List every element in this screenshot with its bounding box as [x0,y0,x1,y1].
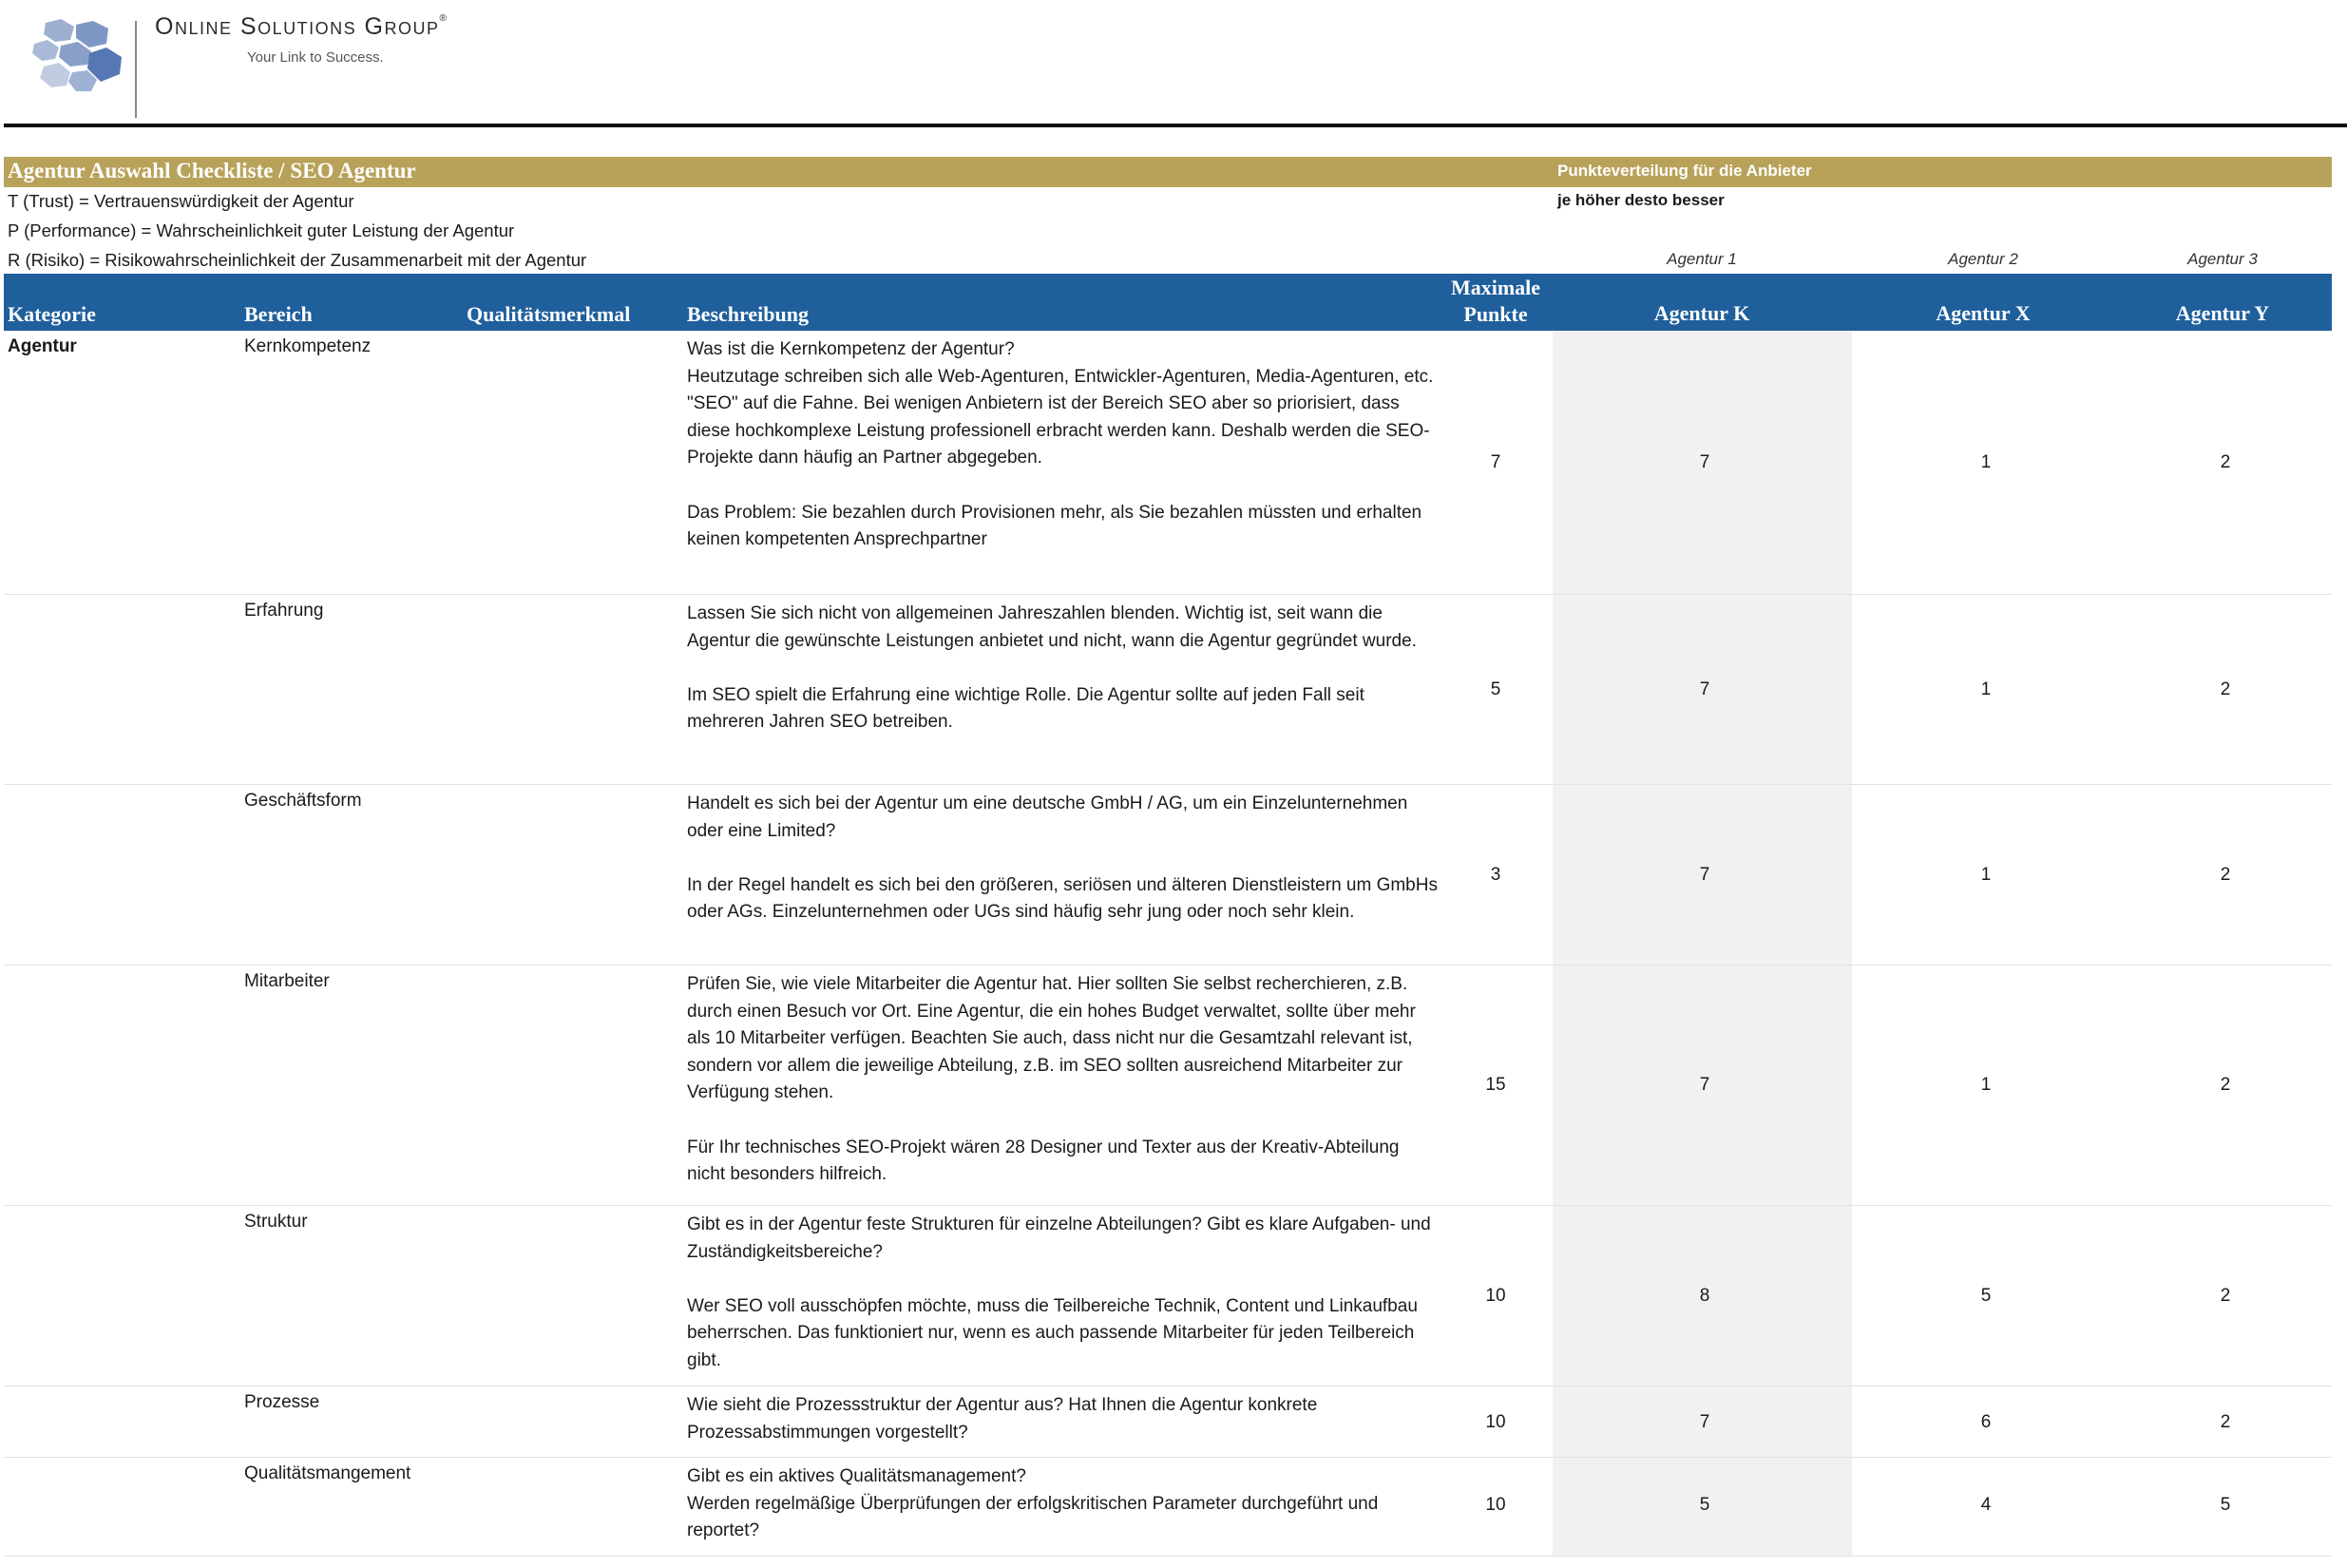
col-agency-3: Agentur Y [2175,301,2270,325]
cell-beschreibung [687,336,1438,554]
cell-max-punkte: 5 [1490,679,1501,699]
cell-bereich: Prozesse [244,1392,320,1412]
page-title: Agentur Auswahl Checkliste / SEO Agentur [8,159,416,182]
cell-bereich: Qualitätsmangement [244,1463,411,1483]
row-separator [4,1556,2332,1557]
cell-beschreibung [687,601,1438,736]
cell-beschreibung [687,791,1438,927]
cell-beschreibung [687,1212,1438,1375]
desc-paragraph: Lassen Sie sich nicht von allgemeinen Jahreszahlen blenden. Wichtig ist, seit wann die Agentur die gewünschte Leistungen anbietet und nicht, wann die Agentur gegründet wurde. [687,603,1417,651]
cell-beschreibung [687,1463,1438,1545]
cell-bereich: Mitarbeiter [244,971,330,991]
legend-risk: R (Risiko) = Risikowahrscheinlichkeit der Zusammenarbeit mit der Agentur [8,250,587,270]
cell-agency-1-score: 7 [1699,1412,1710,1432]
desc-paragraph: Wer SEO voll ausschöpfen möchte, muss die Teilbereiche Technik, Content und Linkaufbau beherrschen. Das funktioniert nur, wenn es auch passende Mitarbeiter für jeden Teilbereich gibt. [687,1295,1418,1370]
col-kategorie: Kategorie [8,302,96,326]
brand-trademark: ® [439,13,448,24]
desc-paragraph: Gibt es ein aktives Qualitätsmanagement? Werden regelmäßige Überprüfungen der erfolgskritischen Parameter durchgeführt und reportet? [687,1466,1379,1541]
cell-max-punkte: 10 [1485,1412,1506,1432]
cell-max-punkte: 10 [1485,1495,1506,1515]
col-agency-1: Agentur K [1653,301,1750,325]
cell-bereich: Erfahrung [244,601,324,621]
cell-kategorie: Agentur [8,336,77,356]
brand-tagline: Your Link to Success. [247,49,384,66]
cell-agency-1-score: 7 [1699,865,1710,885]
col-agency-2: Agentur X [1936,301,2031,325]
table-header [4,274,2332,331]
agency-caption-1: Agentur 1 [1667,250,1737,268]
logo-hexagons-icon [32,17,137,93]
desc-paragraph: Wie sieht die Prozessstruktur der Agentur aus? Hat Ihnen die Agentur konkrete Prozessabstimmungen vorgestellt? [687,1395,1318,1443]
desc-paragraph: Was ist die Kernkompetenz der Agentur? Heutzutage schreiben sich alle Web-Agenturen, Entwickler-Agenturen, Media-Agenturen, etc. "SEO" auf die Fahne. Bei wenigen Anbietern ist der Bereich SEO aber so priorisiert, dass diese hochkomplexe Leistung professionell erbracht werden kann. Deshalb werden die SEO-Projekte dann häufig an Partner abgegeben. [687,339,1434,468]
cell-agency-1-score: 8 [1699,1286,1710,1306]
legend-trust: T (Trust) = Vertrauenswürdigkeit der Agentur [8,191,354,211]
cell-agency-3-score: 5 [2220,1495,2231,1515]
desc-paragraph: Für Ihr technisches SEO-Projekt wären 28 Designer und Texter aus der Kreativ-Abteilung nicht besonders hilfreich. [687,1137,1400,1185]
col-qualitaetsmerkmal: Qualitätsmerkmal [467,302,631,326]
cell-agency-3-score: 2 [2220,1075,2231,1095]
cell-agency-2-score: 1 [1980,679,1992,699]
desc-paragraph: In der Regel handelt es sich bei den größeren, seriösen und älteren Dienstleistern um GmbHs oder AGs. Einzelunternehmen oder UGs sind häufig sehr jung oder noch sehr klein. [687,874,1438,923]
table-row [4,785,2332,966]
desc-paragraph: Gibt es in der Agentur feste Strukturen für einzelne Abteilungen? Gibt es klare Aufgaben- und Zuständigkeitsbereiche? [687,1214,1431,1262]
desc-paragraph: Handelt es sich bei der Agentur um eine deutsche GmbH / AG, um ein Einzelunternehmen oder eine Limited? [687,794,1408,841]
cell-agency-2-score: 4 [1980,1495,1992,1515]
agency-caption-2: Agentur 2 [1948,250,2018,268]
title-band [4,157,2332,187]
cell-agency-2-score: 1 [1980,1075,1992,1095]
cell-agency-1-score: 7 [1699,1075,1710,1095]
agency-caption-3: Agentur 3 [2187,250,2258,268]
company-logo [32,17,137,93]
brand-name-text: Online Solutions Group [155,13,440,40]
cell-agency-3-score: 2 [2220,679,2231,699]
cell-bereich: Kernkompetenz [244,336,372,356]
table-row [4,1206,2332,1386]
desc-paragraph: Das Problem: Sie bezahlen durch Provisionen mehr, als Sie bezahlen müssten und erhalten keinen kompetenten Ansprechpartner [687,502,1422,550]
table-row [4,1458,2332,1557]
legend-performance: P (Performance) = Wahrscheinlichkeit guter Leistung der Agentur [8,220,515,240]
cell-agency-3-score: 2 [2220,452,2231,472]
cell-agency-3-score: 2 [2220,1412,2231,1432]
table-row [4,331,2332,595]
cell-bereich: Geschäftsform [244,791,362,811]
cell-agency-2-score: 1 [1980,865,1992,885]
brand-name [155,13,448,41]
col-max-line2: Punkte [1463,302,1528,326]
cell-beschreibung [687,971,1438,1189]
points-hint: je höher desto besser [1557,191,1725,209]
desc-paragraph: Prüfen Sie, wie viele Mitarbeiter die Agentur hat. Hier sollten Sie selbst recherchieren, z.B. durch einen Besuch vor Ort. Eine Agentur, die ein hohes Budget verwaltet, sollte über mehr als 10 Mitarbeiter verfügen. Beachten Sie auch, dass nicht nur die Gesamtzahl relevant ist, sondern vor allem die jeweilige Abteilung, z.B. im SEO sollten ausreichend Mitarbeiter zur Verfügung stehen. [687,974,1416,1103]
cell-agency-2-score: 6 [1980,1412,1992,1432]
cell-max-punkte: 7 [1490,452,1501,472]
desc-paragraph: Im SEO spielt die Erfahrung eine wichtige Rolle. Die Agentur sollte auf jeden Fall seit mehreren Jahren SEO betreiben. [687,684,1364,733]
col-max-line1: Maximale [1450,276,1541,299]
col-bereich: Bereich [244,302,313,326]
cell-beschreibung [687,1392,1438,1446]
cell-agency-3-score: 2 [2220,1286,2231,1306]
col-beschreibung: Beschreibung [687,302,809,326]
cell-max-punkte: 10 [1485,1286,1506,1306]
cell-bereich: Struktur [244,1212,308,1232]
points-heading: Punkteverteilung für die Anbieter [1557,162,1812,180]
cell-agency-3-score: 2 [2220,865,2231,885]
cell-agency-2-score: 1 [1980,452,1992,472]
logo-divider [135,21,137,118]
table-row [4,966,2332,1206]
cell-agency-1-score: 7 [1699,452,1710,472]
table-row [4,1386,2332,1458]
cell-agency-1-score: 5 [1699,1495,1710,1515]
cell-max-punkte: 3 [1490,865,1501,885]
cell-agency-1-score: 7 [1699,679,1710,699]
cell-max-punkte: 15 [1485,1075,1506,1095]
table-row [4,595,2332,785]
cell-agency-2-score: 5 [1980,1286,1992,1306]
header-rule [4,124,2347,127]
